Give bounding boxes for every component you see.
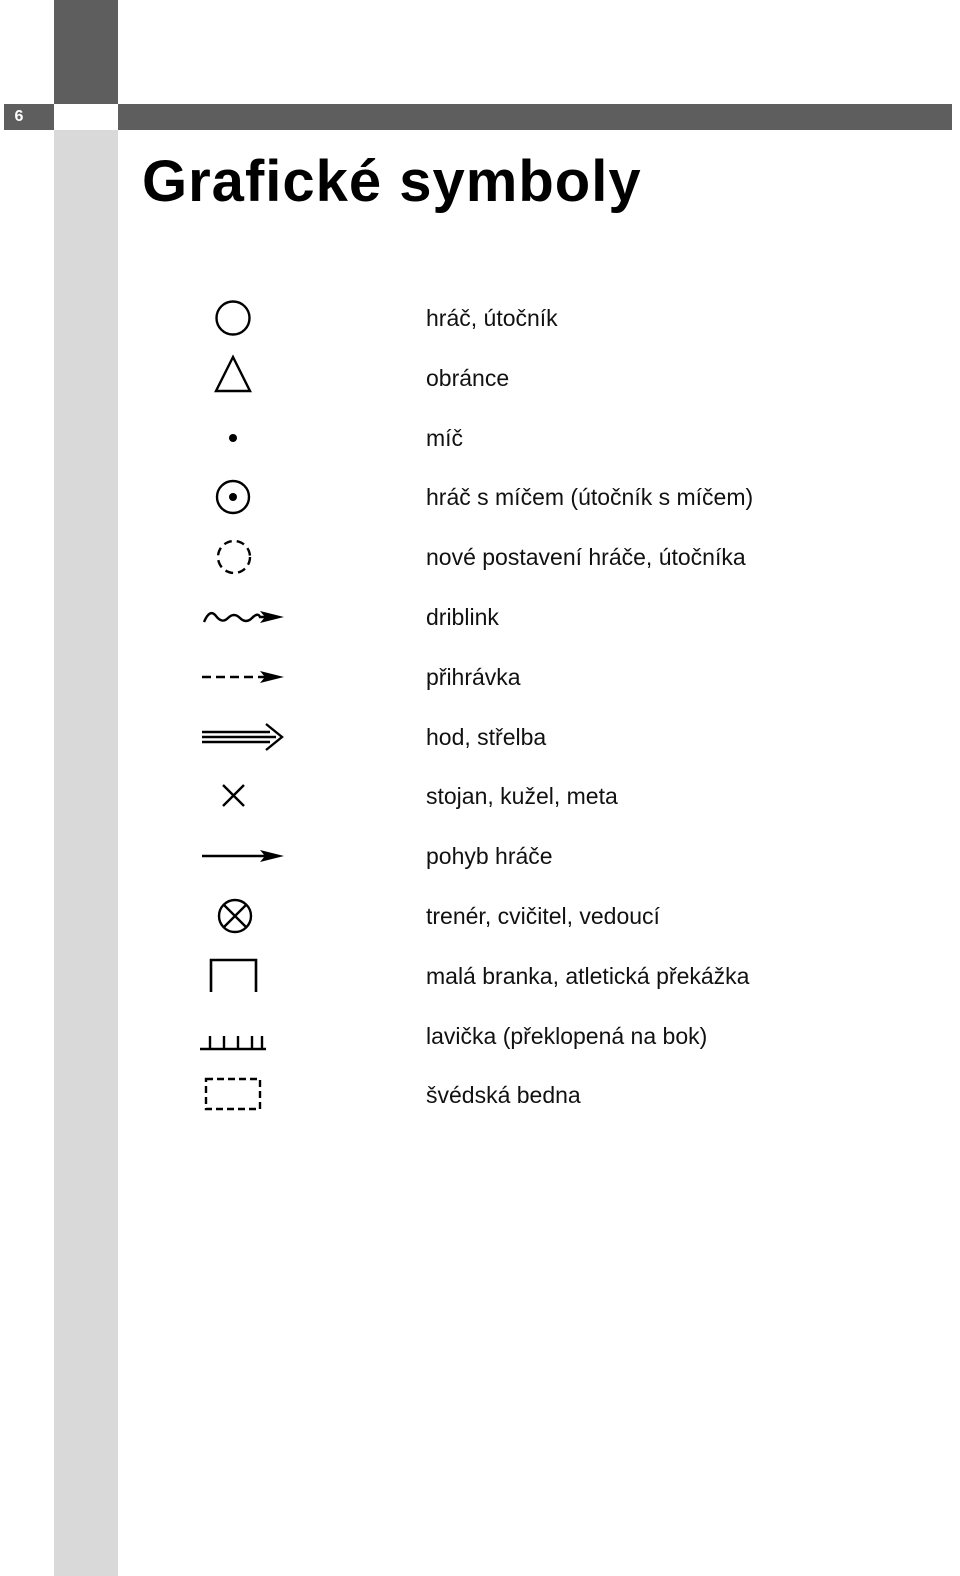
legend-label: hráč s míčem (útočník s míčem) [426, 484, 754, 511]
legend-row [198, 772, 898, 832]
wavy-arrow-icon [198, 593, 288, 641]
legend-row [198, 653, 898, 713]
legend-label: hráč, útočník [426, 305, 558, 331]
margin-strip [54, 0, 118, 1576]
solid-arrow-icon [198, 832, 288, 880]
page-title: Grafické symboly [142, 149, 642, 214]
circle-dot-icon [198, 473, 288, 521]
legend-row [198, 354, 898, 414]
legend-row [198, 952, 898, 1012]
legend-row [198, 294, 898, 354]
legend-row [198, 473, 898, 533]
dot-icon [198, 414, 288, 462]
legend-label: pohyb hráče [426, 843, 553, 870]
circle-icon [198, 294, 288, 342]
legend-label: stojan, kužel, meta [426, 783, 618, 810]
goal-icon [198, 952, 288, 1000]
legend-row [198, 892, 898, 952]
legend-row [198, 1012, 898, 1072]
symbol-legend [198, 294, 898, 1131]
legend-row [198, 533, 898, 593]
page-number: 6 [14, 108, 24, 125]
header-gap [54, 104, 118, 130]
legend-row [198, 832, 898, 892]
margin-strip-top [54, 0, 118, 104]
bench-icon [198, 1012, 288, 1060]
header-bar [118, 104, 952, 130]
legend-row [198, 593, 898, 653]
legend-label: švédská bedna [426, 1082, 581, 1109]
legend-label: obránce [426, 364, 510, 391]
dashed-circle-icon [198, 533, 288, 581]
legend-label: hod, střelba [426, 723, 547, 750]
legend-label: lavička (překlopená na bok) [426, 1022, 708, 1049]
legend-label: přihrávka [426, 663, 521, 690]
legend-label: míč [426, 424, 464, 451]
legend-row [198, 713, 898, 773]
legend-label: malá branka, atletická překážka [426, 962, 750, 989]
legend-label: trenér, cvičitel, vedoucí [426, 902, 660, 929]
legend-label: driblink [426, 603, 499, 630]
legend-row [198, 1071, 898, 1131]
circle-x-icon [198, 892, 288, 940]
dashed-box-icon [198, 1071, 288, 1119]
legend-label: nové postavení hráče, útočníka [426, 544, 746, 571]
legend-row [198, 414, 898, 474]
triangle-icon [198, 354, 288, 402]
cross-icon [198, 772, 288, 820]
dashed-arrow-icon [198, 653, 288, 701]
double-arrow-icon [198, 713, 288, 761]
